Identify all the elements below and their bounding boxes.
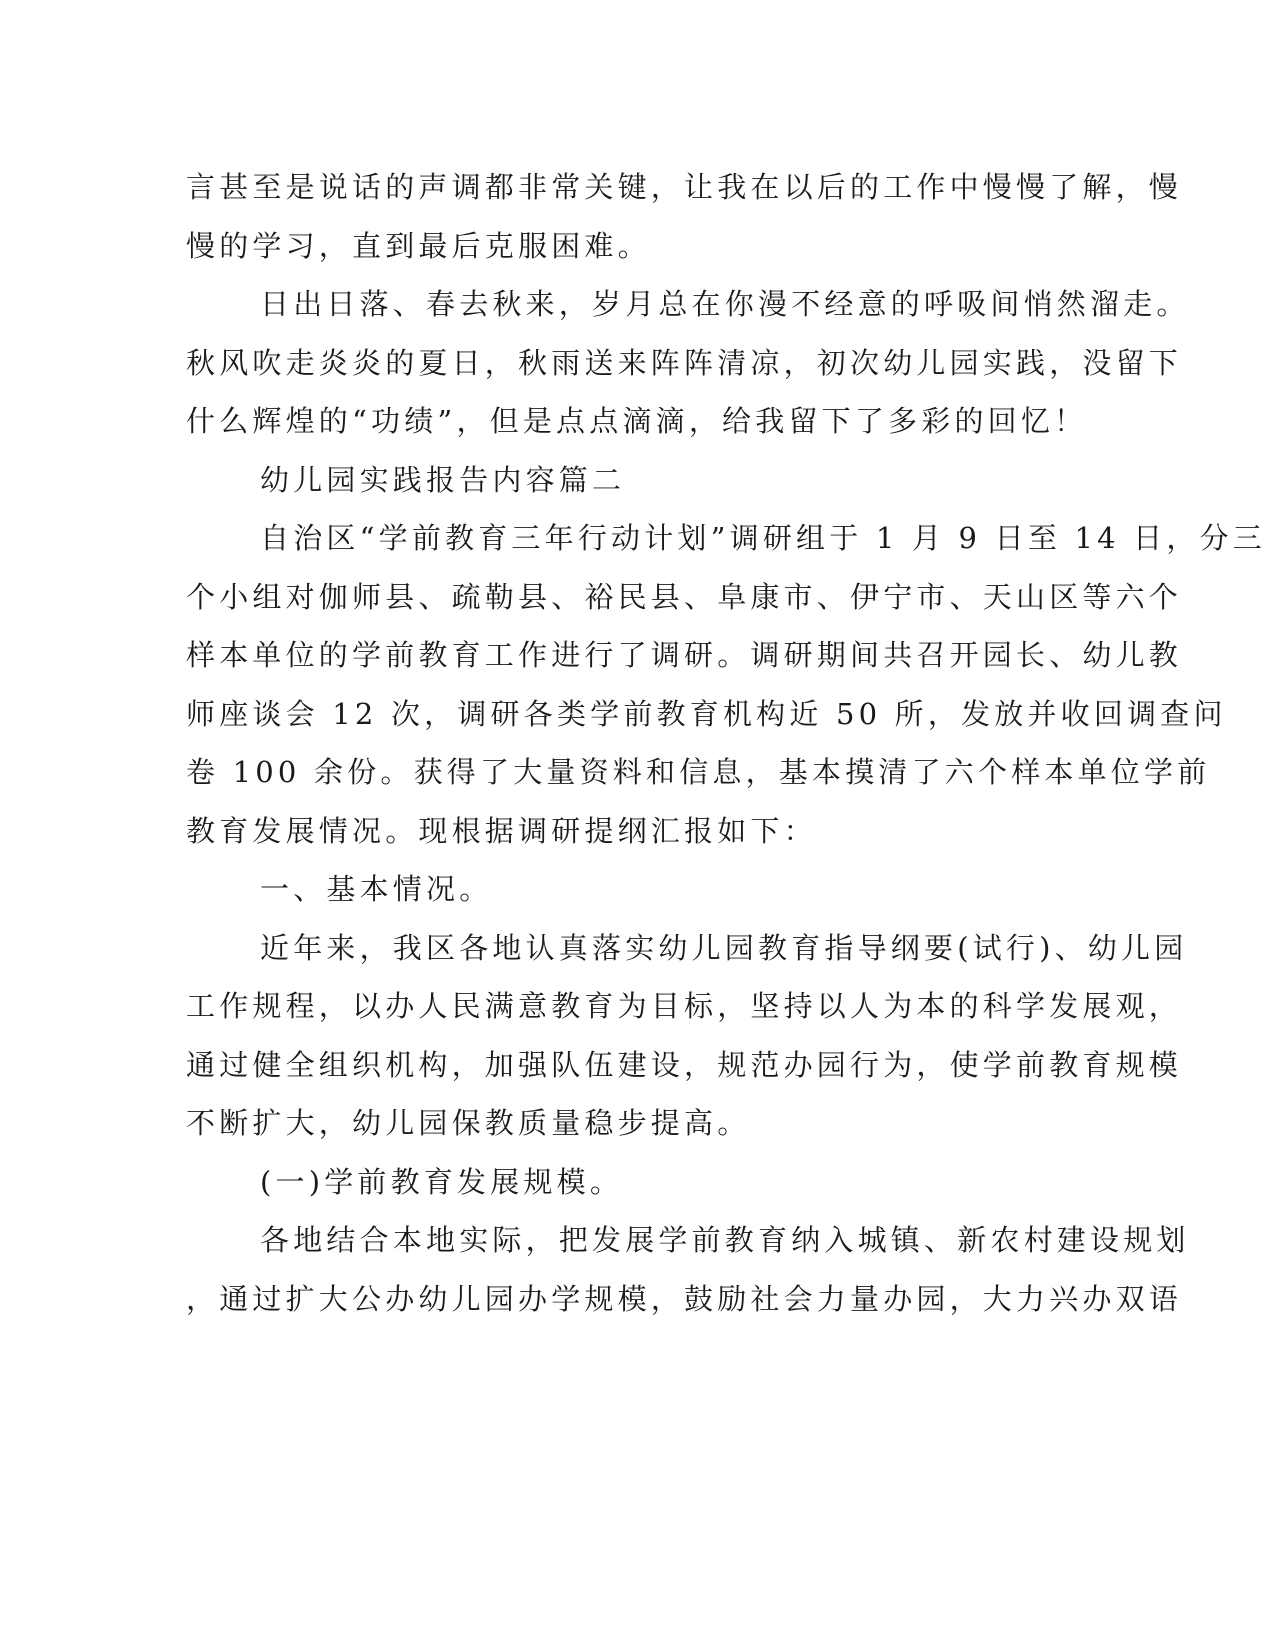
text-line: 近年来，我区各地认真落实幼儿园教育指导纲要(试行)、幼儿园	[260, 930, 1188, 965]
text-line: ，通过扩大公办幼儿园办学规模，鼓励社会力量办园，大力兴办双语	[186, 1281, 1183, 1316]
section-heading: 一、基本情况。	[260, 872, 493, 906]
section-heading: 幼儿园实践报告内容篇二	[260, 462, 626, 497]
text-line: 各地结合本地实际，把发展学前教育纳入城镇、新农村建设规划	[260, 1223, 1190, 1257]
text-line: 卷 100 余份。获得了大量资料和信息，基本摸清了六个样本单位学前	[186, 755, 1211, 789]
text-line: 个小组对伽师县、疏勒县、裕民县、阜康市、伊宁市、天山区等六个	[186, 579, 1183, 614]
text-line: 日出日落、春去秋来，岁月总在你漫不经意的呼吸间悄然溜走。	[260, 287, 1190, 321]
section-heading: (一)学前教育发展规模。	[260, 1164, 624, 1199]
text-line: 慢的学习，直到最后克服困难。	[186, 228, 651, 263]
text-line: 样本单位的学前教育工作进行了调研。调研期间共召开园长、幼儿教	[186, 638, 1183, 672]
text-line: 不断扩大，幼儿园保教质量稳步提高。	[186, 1106, 751, 1140]
text-line: 工作规程，以办人民满意教育为目标，坚持以人为本的科学发展观，	[186, 989, 1183, 1023]
text-line: 什么辉煌的“功绩”，但是点点滴滴，给我留下了多彩的回忆！	[186, 404, 1088, 438]
document-body	[186, 158, 1266, 1328]
text-line: 教育发展情况。现根据调研提纲汇报如下：	[186, 813, 817, 848]
text-line: 师座谈会 12 次，调研各类学前教育机构近 50 所，发放并收回调查问	[186, 696, 1227, 731]
text-line: 通过健全组织机构，加强队伍建设，规范办园行为，使学前教育规模	[186, 1047, 1183, 1082]
text-line: 自治区“学前教育三年行动计划”调研组于 1 月 9 日至 14 日，分三	[260, 521, 1266, 555]
text-line: 言甚至是说话的声调都非常关键，让我在以后的工作中慢慢了解，慢	[186, 170, 1183, 204]
text-line: 秋风吹走炎炎的夏日，秋雨送来阵阵清凉，初次幼儿园实践，没留下	[186, 345, 1183, 380]
